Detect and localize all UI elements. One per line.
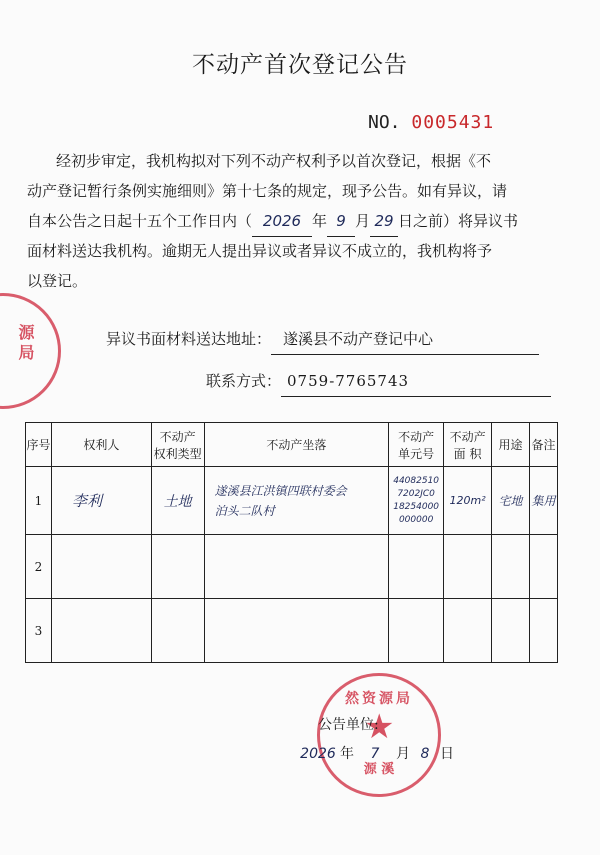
header-right-type-l1: 不动产 — [159, 429, 196, 444]
row-2-unit-number — [389, 535, 444, 599]
row-3-holder — [51, 599, 151, 663]
page-title: 不动产首次登记公告 — [192, 52, 408, 78]
row-1-location-l1: 遂溪县江洪镇四联村委会 — [214, 483, 347, 498]
table-row — [26, 535, 558, 599]
header-area-l2: 面 积 — [453, 446, 482, 461]
left-seal-text: 源局 — [16, 324, 35, 364]
paragraph-line-3-start: 自本公告之日起十五个工作日内（ — [27, 212, 253, 230]
contact-label: 联系方式： — [206, 372, 282, 390]
row-1-unit-l1: 44082510 — [393, 475, 440, 486]
row-1-unit-l2: 7202JC0 — [397, 488, 435, 499]
publisher-label: 公告单位: — [318, 717, 379, 733]
paragraph-line-3 — [27, 206, 518, 237]
row-2-use — [492, 535, 530, 599]
header-right-type — [151, 423, 204, 467]
row-1-unit-l3: 18254000 — [393, 501, 440, 512]
address-label: 异议书面材料送达地址： — [106, 330, 272, 348]
publish-day-suffix: 日 — [440, 746, 454, 762]
row-1-location — [204, 467, 389, 535]
header-area — [444, 423, 492, 467]
address-text: 遂溪县不动产登记中心 — [283, 330, 434, 348]
left-seal-stamp — [0, 293, 61, 409]
row-1-seq: 1 — [26, 467, 52, 535]
serial-prefix: NO. — [368, 112, 401, 133]
row-1-holder: 李利 — [51, 467, 151, 535]
table-row — [26, 467, 558, 535]
row-1-unit-number — [389, 467, 444, 535]
publish-year: 2026 — [300, 746, 336, 762]
row-3-seq: 3 — [26, 599, 52, 663]
row-2-holder — [51, 535, 151, 599]
row-3-note — [529, 599, 557, 663]
table-header-row — [26, 423, 558, 467]
row-3-unit-number — [389, 599, 444, 663]
paragraph-line-3-end: 日之前）将异议书 — [398, 212, 519, 230]
row-1-area: 120m² — [444, 467, 492, 535]
deadline-year-suffix: 年 — [312, 212, 328, 230]
header-location: 不动产坐落 — [204, 423, 389, 467]
header-right-type-l2: 权利类型 — [153, 446, 202, 461]
publish-date — [296, 743, 454, 763]
row-3-area — [444, 599, 492, 663]
publish-day: 8 — [420, 746, 430, 762]
objection-address — [106, 324, 539, 355]
deadline-month: 9 — [327, 206, 355, 237]
row-3-type — [151, 599, 204, 663]
header-unit-l2: 单元号 — [398, 446, 435, 461]
row-2-note — [529, 535, 557, 599]
serial-number — [368, 112, 494, 133]
row-1-type: 土地 — [151, 467, 204, 535]
deadline-year: 2026 — [252, 206, 312, 237]
row-1-location-l2: 泊头二队村 — [214, 503, 275, 518]
header-note: 备注 — [529, 423, 557, 467]
header-unit-number — [389, 423, 444, 467]
row-3-use — [492, 599, 530, 663]
header-unit-l1: 不动产 — [398, 429, 435, 444]
row-2-seq: 2 — [26, 535, 52, 599]
official-seal-text: 然资源局 — [345, 691, 413, 707]
contact-value — [281, 366, 551, 397]
paragraph-line-2: 动产登记暂行条例实施细则》第十七条的规定，现予公告。如有异议，请 — [27, 182, 508, 200]
row-2-location — [204, 535, 389, 599]
header-holder: 权利人 — [51, 423, 151, 467]
row-1-note: 集用 — [529, 467, 557, 535]
property-table — [25, 422, 558, 663]
publish-year-suffix: 年 — [340, 746, 354, 762]
header-seq: 序号 — [26, 423, 52, 467]
official-seal-lower-text: 源 溪 — [363, 762, 395, 777]
table-row — [26, 599, 558, 663]
row-3-location — [204, 599, 389, 663]
row-1-use: 宅地 — [492, 467, 530, 535]
seal-star-icon: ★ — [364, 707, 395, 747]
paragraph-line-1: 经初步审定，我机构拟对下列不动产权利予以首次登记，根据《不 — [56, 152, 492, 170]
contact-info — [206, 366, 551, 397]
row-2-area — [444, 535, 492, 599]
header-area-l1: 不动产 — [449, 429, 486, 444]
paragraph-line-5: 以登记。 — [27, 272, 88, 290]
contact-text: 0759-7765743 — [287, 372, 410, 390]
paragraph-line-4: 面材料送达我机构。逾期无人提出异议或者异议不成立的，我机构将予 — [27, 242, 493, 260]
publish-month-suffix: 月 — [396, 746, 410, 762]
official-seal-stamp — [317, 673, 441, 797]
publish-month: 7 — [370, 746, 380, 762]
row-2-type — [151, 535, 204, 599]
row-1-unit-l4: 000000 — [398, 514, 434, 525]
deadline-month-suffix: 月 — [355, 212, 371, 230]
deadline-day: 29 — [370, 206, 398, 237]
header-use: 用途 — [492, 423, 530, 467]
serial-value: 0005431 — [411, 112, 495, 133]
address-value — [271, 324, 539, 355]
